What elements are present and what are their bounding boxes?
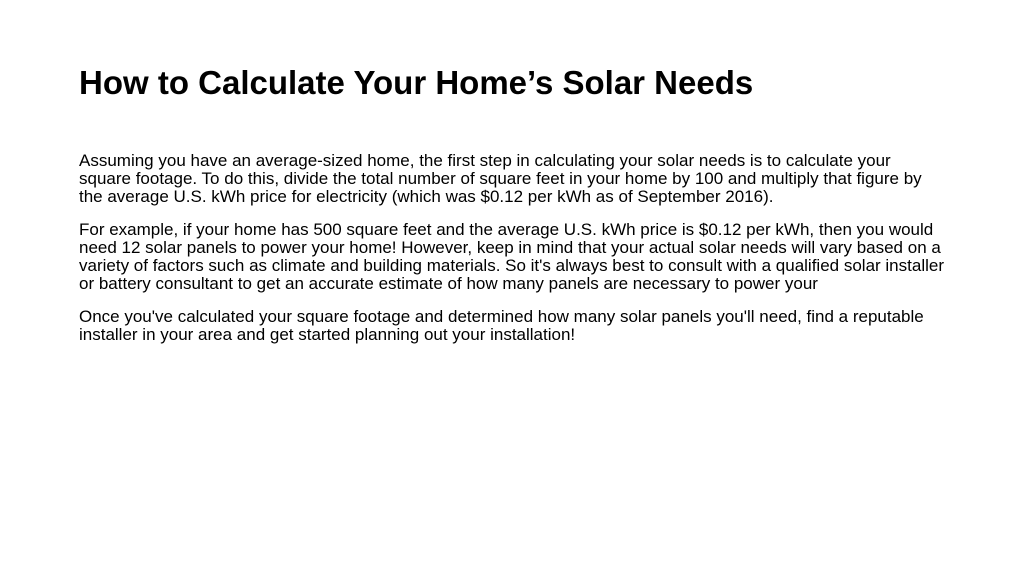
body-paragraph-2: For example, if your home has 500 square feet and the average U.S. kWh price is $0.12 per kWh, then you would need 12 solar panels to power your home! However, keep in mind that your actual solar needs will vary based on a variety of factors such as climate and building materials. So it's always best to consult with a qualified solar installer or battery consultant to get an accurate estimate of how many panels are necessary to power your [79, 220, 944, 293]
slide-body [79, 152, 947, 344]
body-paragraph-1: Assuming you have an average-sized home, the first step in calculating your solar needs is to calculate your square footage. To do this, divide the total number of square feet in your home by 100 and multiply that figure by the average U.S. kWh price for electricity (which was $0.12 per kWh as of September 2016). [79, 151, 922, 206]
slide-title: How to Calculate Your Home’s Solar Needs [79, 64, 754, 101]
body-paragraph-3: Once you've calculated your square footage and determined how many solar panels you'll need, find a reputable installer in your area and get started planning out your installation! [79, 307, 924, 344]
